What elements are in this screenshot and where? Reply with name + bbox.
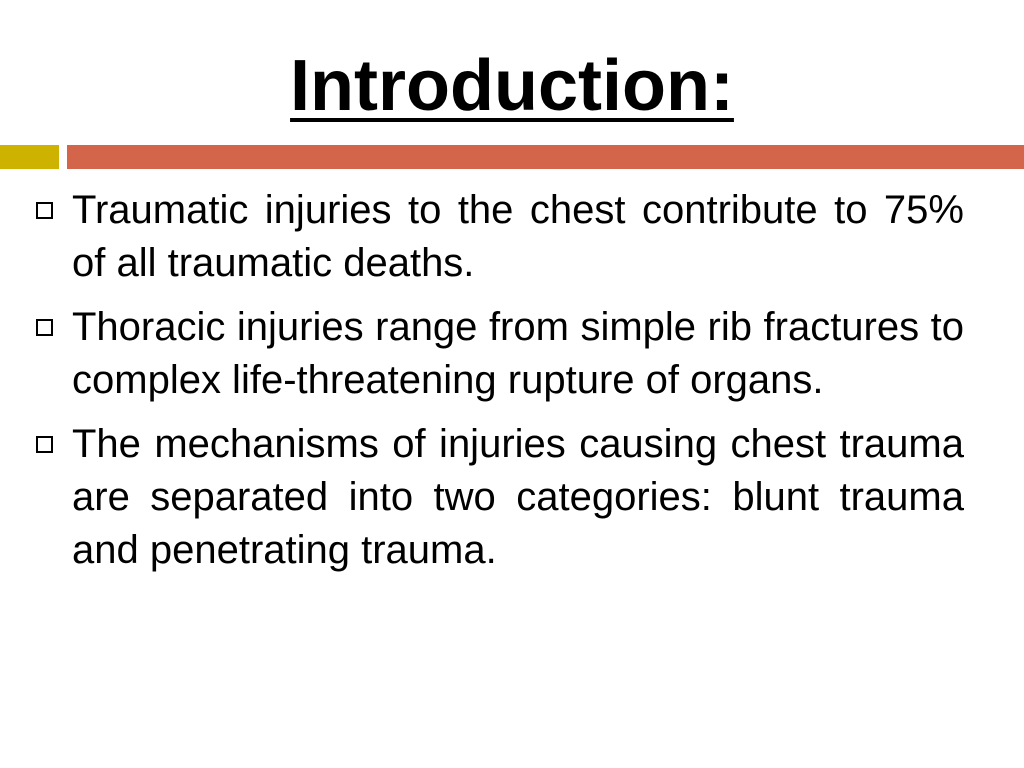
hollow-square-bullet-icon xyxy=(36,202,53,219)
title-divider-right-accent xyxy=(67,145,1024,169)
title-divider-left-accent xyxy=(0,145,59,169)
bullet-list xyxy=(36,184,964,588)
bullet-text: Thoracic injuries range from simple rib fractures to complex life-threatening rupture of organs. xyxy=(72,305,964,402)
slide-title xyxy=(0,44,1024,128)
hollow-square-bullet-icon xyxy=(36,319,53,336)
bullet-item xyxy=(36,418,964,577)
bullet-item xyxy=(36,301,964,407)
hollow-square-bullet-icon xyxy=(36,436,53,453)
bullet-text: The mechanisms of injuries causing chest trauma are separated into two categories: blunt trauma and penetrating trauma. xyxy=(72,422,964,572)
bullet-text: Traumatic injuries to the chest contribute to 75% of all traumatic deaths. xyxy=(72,188,964,285)
bullet-item xyxy=(36,184,964,290)
slide-title-text: Introduction: xyxy=(290,46,734,126)
